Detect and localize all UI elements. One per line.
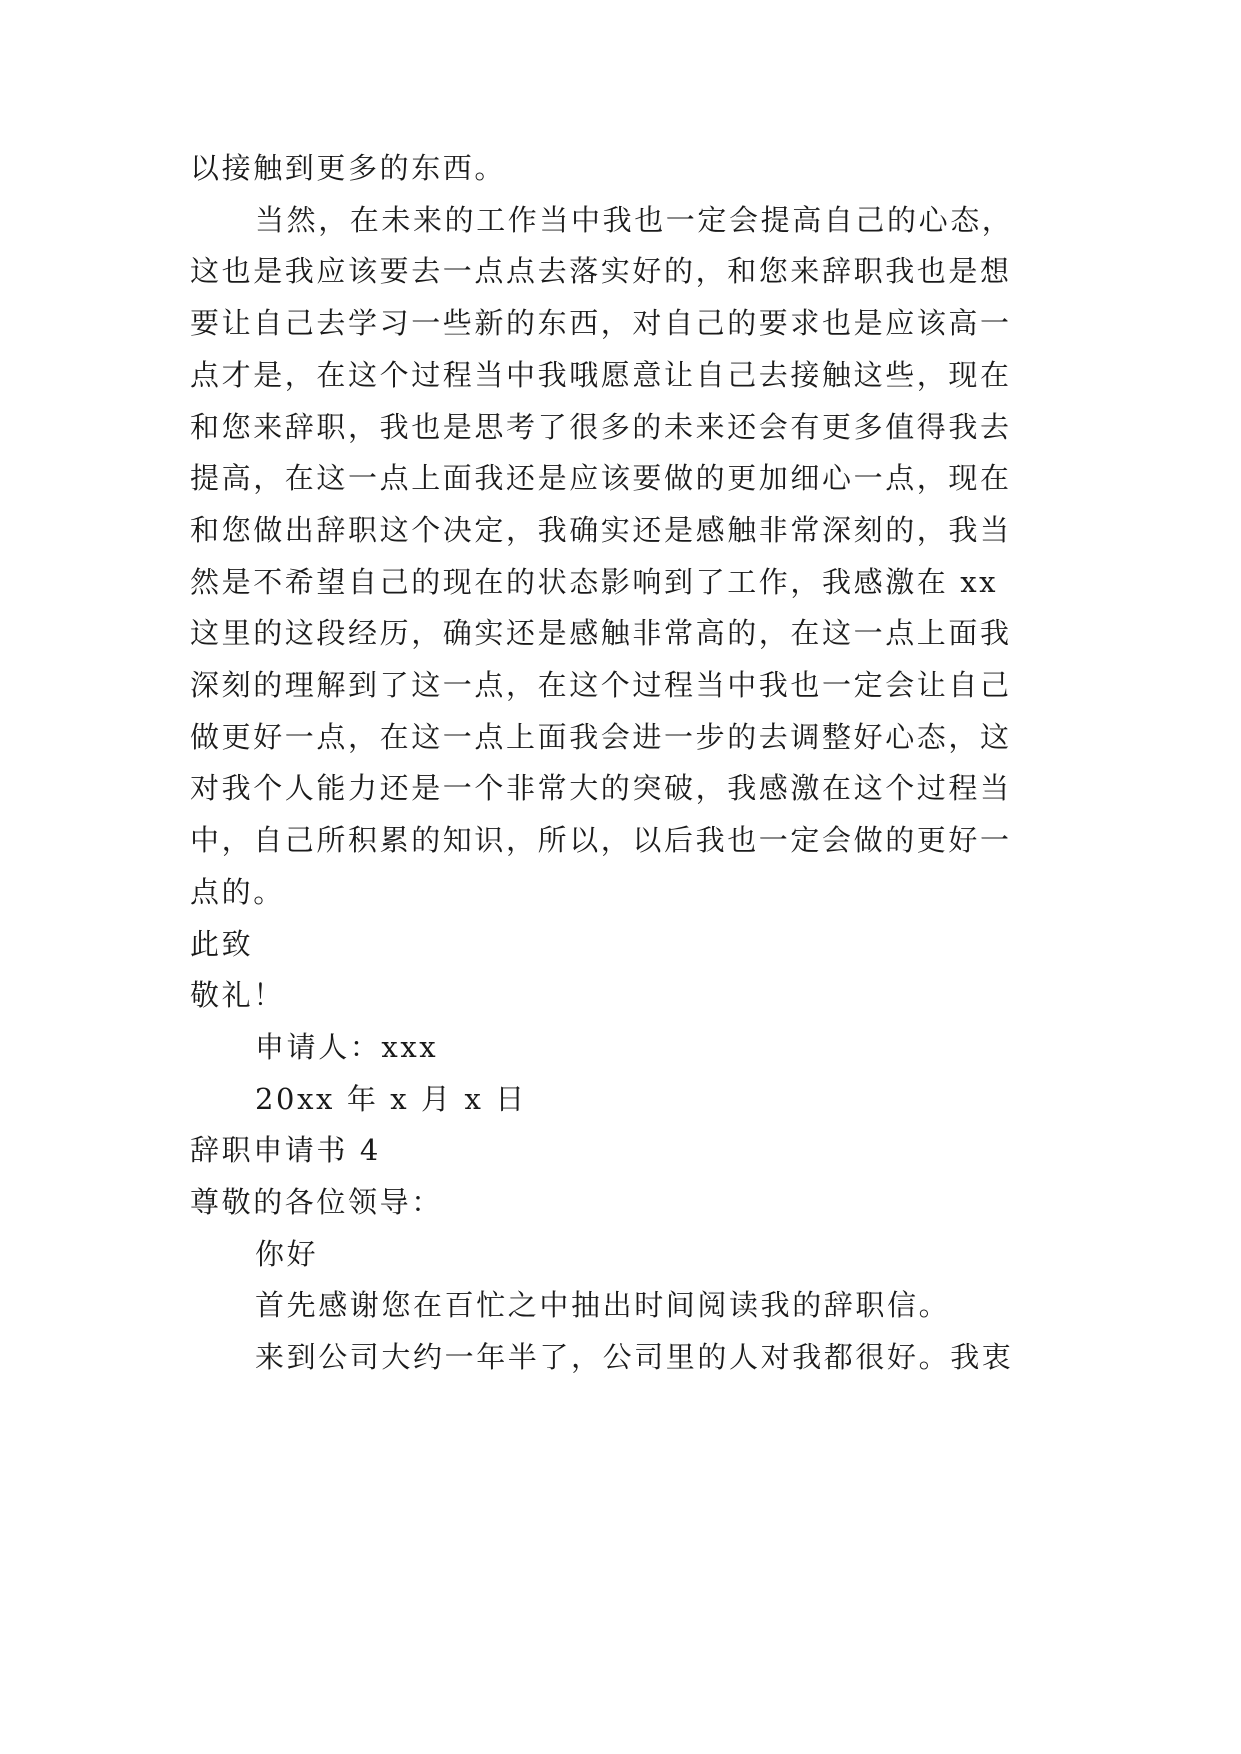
text-line: 点的。	[190, 874, 285, 909]
text-line: 以接触到更多的东西。	[190, 151, 507, 185]
text-line: 申请人：xxx	[255, 1029, 439, 1064]
text-line: 做更好一点，在这一点上面我会进一步的去调整好心态，这	[190, 719, 1012, 754]
text-line: 中，自己所积累的知识，所以，以后我也一定会做的更好一	[190, 823, 1012, 858]
text-line: 和您来辞职，我也是思考了很多的未来还会有更多值得我去	[190, 409, 1012, 444]
text-line: 然是不希望自己的现在的状态影响到了工作，我感激在 xx	[190, 564, 999, 599]
text-line: 提高，在这一点上面我还是应该要做的更加细心一点，现在	[190, 461, 1012, 496]
text-line: 这也是我应该要去一点点去落实好的，和您来辞职我也是想	[190, 254, 1012, 289]
text-line: 和您做出辞职这个决定，我确实还是感触非常深刻的，我当	[190, 512, 1012, 547]
text-line: 深刻的理解到了这一点，在这个过程当中我也一定会让自己	[190, 668, 1012, 702]
text-line: 20xx 年 x 月 x 日	[255, 1081, 527, 1116]
text-line: 当然，在未来的工作当中我也一定会提高自己的心态，	[255, 202, 1014, 237]
text-line: 尊敬的各位领导：	[190, 1185, 443, 1219]
text-line: 你好	[255, 1236, 319, 1271]
text-line: 来到公司大约一年半了，公司里的人对我都很好。我衷	[255, 1340, 1014, 1375]
text-line: 这里的这段经历，确实还是感触非常高的，在这一点上面我	[190, 616, 1012, 651]
text-line: 辞职申请书 4	[190, 1133, 381, 1168]
text-line: 首先感谢您在百忙之中抽出时间阅读我的辞职信。	[255, 1288, 951, 1323]
text-line: 点才是，在这个过程当中我哦愿意让自己去接触这些，现在	[190, 357, 1012, 392]
text-line: 敬礼！	[190, 978, 285, 1013]
text-line: 此致	[190, 926, 254, 961]
text-line: 要让自己去学习一些新的东西，对自己的要求也是应该高一	[190, 306, 1012, 341]
text-line: 对我个人能力还是一个非常大的突破，我感激在这个过程当	[190, 771, 1012, 806]
